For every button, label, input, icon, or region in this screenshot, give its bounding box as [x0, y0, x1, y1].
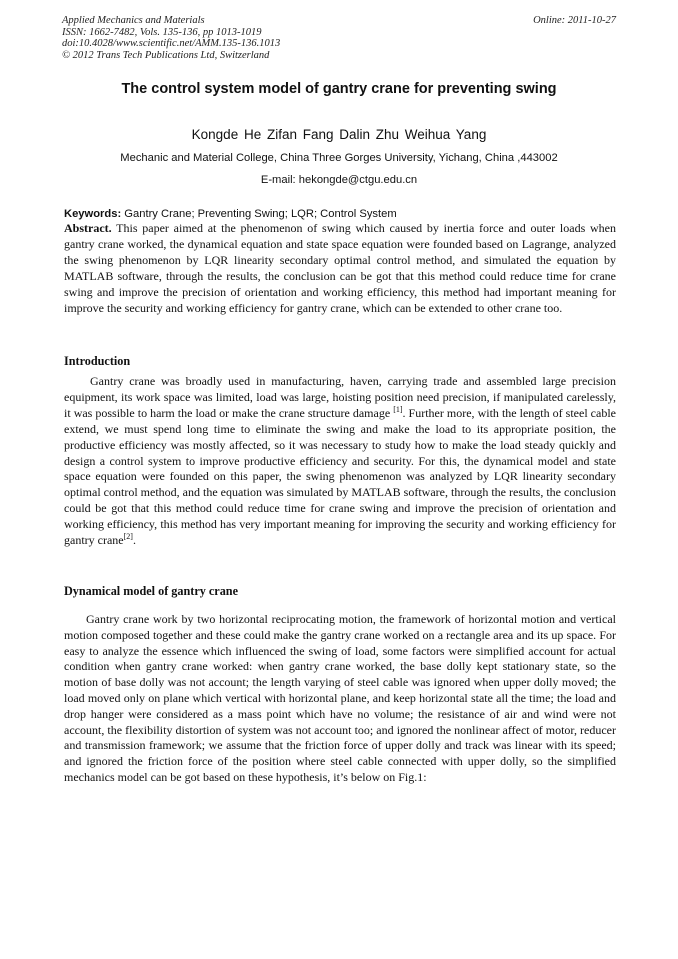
journal-header: [62, 15, 616, 61]
keywords-line: [64, 208, 616, 221]
paper-title: The control system model of gantry crane for preventing swing: [121, 81, 557, 97]
journal-name: Applied Mechanics and Materials: [62, 15, 205, 26]
dynamical-model-paragraph: Gantry crane work by two horizontal reciprocating motion, the framework of horizontal motion and vertical motion composed together and these could make the gantry crane worked on a rectangle area and its up space. For easy to analyze the essence which influenced the swing of load, some factors were simplified account for actual condition when gantry crane worked: when gantry crane worked, the base dolly kept stationary state, so the motion of base dolly was not account; the length varying of steel cable was ignored when upper dolly moved; the load moved only on plane which vertical with horizontal plane, and keep horizontal state all the time; the load and drop hanger were considered as a mass point which have no volume; the resistance of air and wind were not account, the flexibility distortion of system was not account too; and ignored the nonlinear affect of motor, reducer and transmission framework; we assume that the friction force of upper dolly and track was linear with its speed; and ignored the friction force of the position where steel cable connected with upper dolly, so the simplified mechanics model can be got based on these hypothesis, it’s below on Fig.1:: [64, 612, 616, 784]
keywords-text: Gantry Crane; Preventing Swing; LQR; Control System: [121, 208, 397, 220]
doi-line: doi:10.4028/www.scientific.net/AMM.135-136.1013: [62, 38, 281, 49]
citation-1: [1]: [393, 404, 403, 414]
abstract-text: This paper aimed at the phenomenon of swing which caused by inertia force and outer loads when gantry crane worked, the dynamical equation and state space equation were founded based on Lagrange, analyzed the swing phenomenon by LQR linearity secondary optimal control method, and simulated the equation by MATLAB software, through the results, the conclusion can be got that this method could reduce time for crane swing and improve the precision of orientation and working efficiency, this method had important meaning for improve the security and working efficiency for gantry crane, which can be extended to other crane too.: [64, 221, 616, 315]
abstract-label: Abstract.: [64, 221, 112, 235]
introduction-text-2: . Further more, with the length of steel cable extend, we must spend long time to eliminate the swing and make the load to its appropriate position, the productive efficiency was mostly affected, so it was necessary to study how to make the load steady quickly and design a control system to improve productive efficiency and security. For this, the dynamical model and state space equation were founded on this paper, the swing phenomenon was analyzed by LQR linearity secondary optimal control method, and the equation was simulated by MATLAB software, through the results, the conclusion could be got that this method could reduce time for crane swing and improve the precision of orientation and working efficiency, this method has very important meaning for improving the security and working efficiency for gantry crane: [64, 405, 616, 548]
introduction-paragraph: [64, 374, 616, 549]
issn-line: ISSN: 1662-7482, Vols. 135-136, pp 1013-1019: [62, 26, 262, 38]
affiliation: Mechanic and Material College, China Three Gorges University, Yichang, China ,443002: [120, 152, 558, 164]
introduction-text-1: Gantry crane was broadly used in manufacturing, haven, carrying trade and assembled large precision equipment, its work space was limited, load was large, hoisting position need precision, if manipulated carelessly, it was possible to harm the load or make the crane structure damage: [64, 374, 616, 420]
keywords-label: Keywords:: [64, 208, 122, 220]
dynamical-model-heading: Dynamical model of gantry crane: [64, 584, 238, 598]
contact-email: E-mail: hekongde@ctgu.edu.cn: [260, 174, 418, 186]
online-date: Online: 2011-10-27: [533, 15, 616, 26]
abstract-paragraph: [64, 221, 616, 316]
copyright-line: © 2012 Trans Tech Publications Ltd, Switzerland: [62, 49, 270, 61]
author-list: Kongde He Zifan Fang Dalin Zhu Weihua Yang: [191, 127, 487, 142]
introduction-text-3: .: [132, 533, 136, 548]
citation-2: [2]: [123, 532, 133, 542]
introduction-heading: Introduction: [64, 354, 131, 368]
